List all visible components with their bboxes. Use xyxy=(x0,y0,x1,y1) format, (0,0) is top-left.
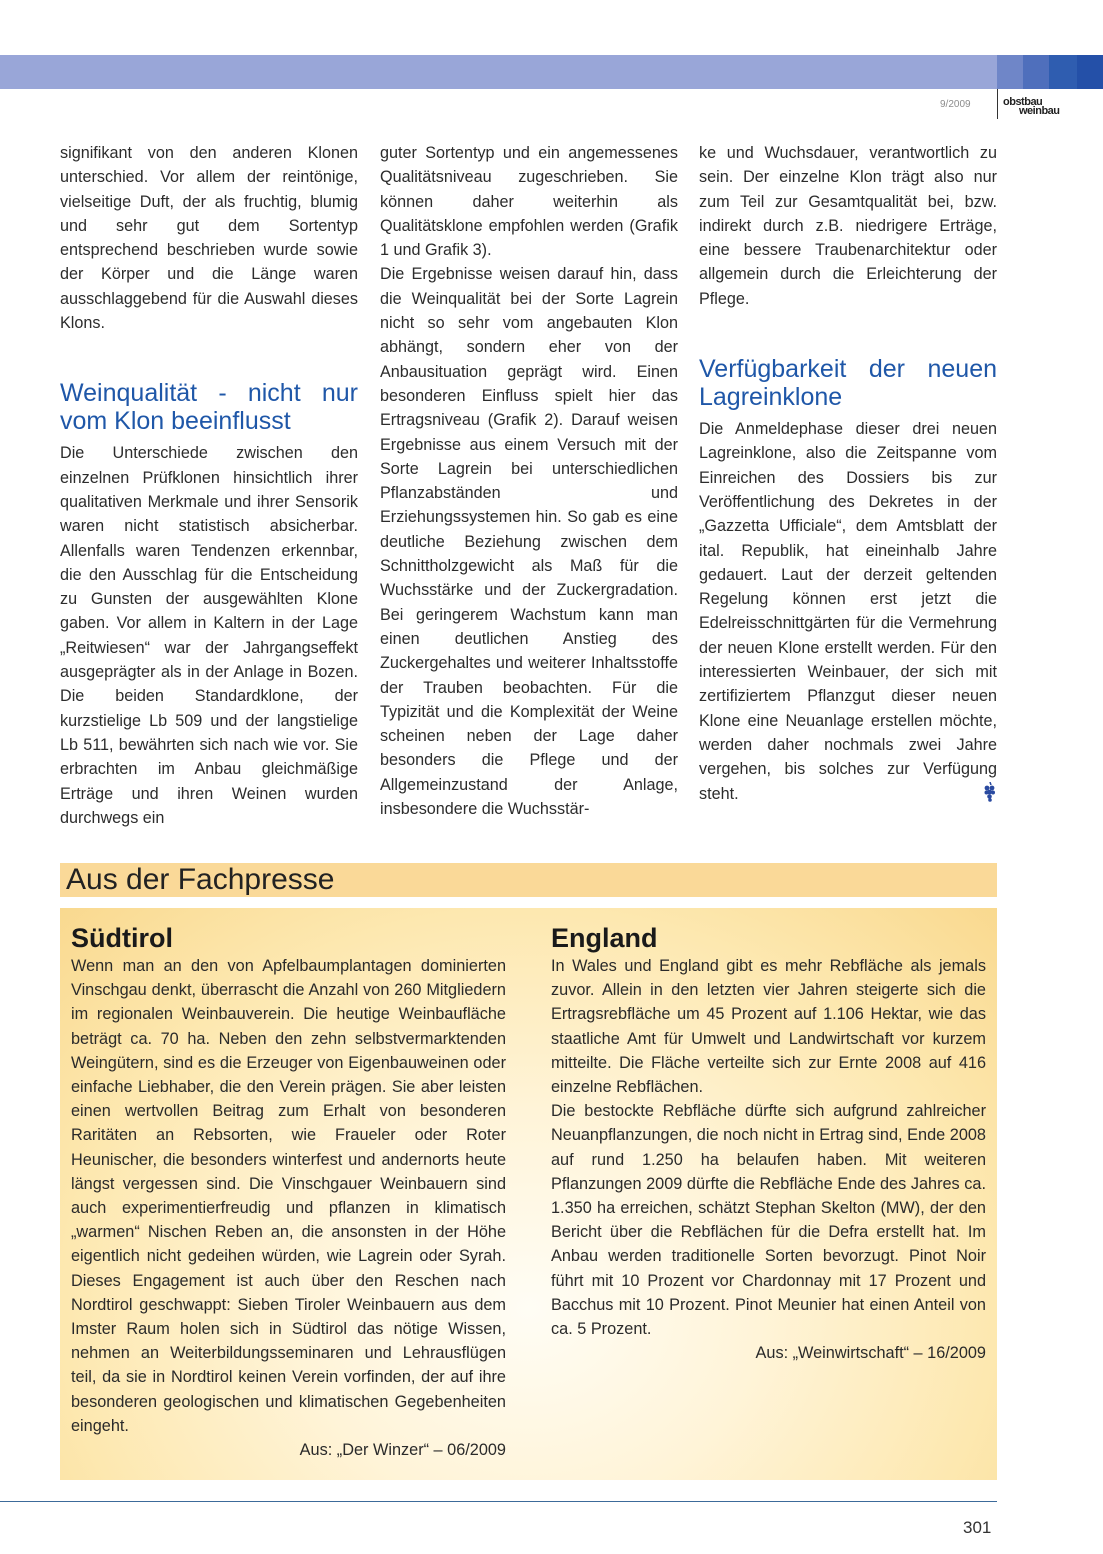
paragraph: ke und Wuchsdauer, verantwortlich zu sein. Der einzelne Klon trägt also nur zum Teil zur Gesamtqualität bei, bzw. indirekt durch z.B. niedrigere Erträge, eine bessere Traubenarchitektur oder allgemein durch die Erleichterung der Pflege. xyxy=(699,144,997,308)
color-block xyxy=(1023,55,1049,89)
england-article xyxy=(551,922,986,1365)
fachpresse-box xyxy=(60,908,997,1480)
article-column-2 xyxy=(380,141,678,821)
paragraph: guter Sortentyp und ein angemessenes Qualitätsniveau zugeschrieben. Sie können daher weiterhin als Qualitätsklone empfohlen werden (Grafik 1 und Grafik 3). xyxy=(380,144,678,260)
article-source: Aus: „Der Winzer“ – 06/2009 xyxy=(299,1441,506,1460)
fachpresse-title: Aus der Fachpresse xyxy=(66,863,335,896)
suedtirol-article xyxy=(71,922,506,1462)
header-bar xyxy=(0,55,997,89)
grape-icon xyxy=(983,782,997,810)
section-heading: Verfügbarkeit der neuen Lagreinklone xyxy=(699,355,997,412)
color-block xyxy=(1049,55,1077,89)
article-heading: Südtirol xyxy=(71,923,173,953)
paragraph-text: Die Anmeldephase dieser drei neuen Lagreinklone, also die Zeitspanne vom Einreichen des Dossiers bis zur Veröffentlichung des Dekretes in der „Gazzetta Ufficiale“, dem Amtsblatt der ital. Republik, hat eineinhalb Jahre gedauert. Laut der derzeit geltenden Regelung können erst jetzt die Edelreisschnittgärten für die Vermehrung der neuen Klone erstellt werden. Für den interessierten Weinbauer, der sich mit zertifiziertem Pflanzgut dieser neuen Klone eine Neuanlage erstellen möchte, werden daher nochmals zwei Jahre vergehen, bis solches zur Verfügung steht. xyxy=(699,420,997,803)
article-text: Die bestockte Rebfläche dürfte sich aufgrund zahlreicher Neuanpflanzungen, die noch nicht in Ertrag sind, Ende 2008 auf rund 1.250 ha belaufen haben. Mit weiteren Pflanzungen 2009 dürfte die Rebfläche Ende des Jahres ca. 1.350 ha erreichen, schätzt Stephan Skelton (MW), der den Bericht über die Rebflächen für die Defra erstellt hat. Im Anbau werden traditionelle Sorten bevorzugt. Pinot Noir führt mit 10 Prozent vor Chardonnay mit 17 Prozent und Bacchus mit 10 Prozent. Pinot Meunier hat einen Anteil von ca. 5 Prozent. xyxy=(551,1102,986,1339)
paragraph xyxy=(699,417,997,806)
logo-line-2: weinbau xyxy=(1019,105,1060,117)
color-block xyxy=(1077,55,1103,89)
section-heading: Weinqualität - nicht nur vom Klon beeinflusst xyxy=(60,379,358,436)
paragraph: Die Unterschiede zwischen den einzelnen Prüfklonen hinsichtlich ihrer qualitativen Merkmale und ihrer Sensorik waren nicht statistisch absicherbar. Allenfalls waren Tendenzen erkennbar, die den Ausschlag für die Entscheidung zu Gunsten der ausgewählten Klone gaben. Vor allem in Kaltern in der Lage „Reitwiesen“ war der Jahrgangseffekt ausgeprägter als in der Anlage in Bozen. Die beiden Standardklone, der kurzstielige Lb 509 und der langstielige Lb 511, bewährten sich nach wie vor. Sie erbrachten im Anbau gleichmäßige Erträge und ihren Weinen wurden durchwegs ein xyxy=(60,444,358,827)
footer-rule xyxy=(0,1501,997,1502)
page-number: 301 xyxy=(963,1518,992,1537)
article-text: In Wales und England gibt es mehr Rebfläche als jemals zuvor. Allein in den letzten vier Jahren steigerte sich die Ertragsrebfläche um 45 Prozent auf 1.106 Hektar, wie das staatliche Amt für Umwelt und Landwirtschaft vor kurzem mitteilte. Die Fläche verteilte sich zur Ernte 2008 auf 416 einzelne Rebflächen. xyxy=(551,957,986,1097)
logo-divider xyxy=(997,89,998,119)
logo-line-1: obstbau xyxy=(1003,96,1043,108)
paragraph: Die Ergebnisse weisen darauf hin, dass die Weinqualität bei der Sorte Lagrein nicht so sehr vom angebauten Klon abhängt, sondern eher von der Anbausituation geprägt wird. Einen besonderen Einfluss spielt hier das Ertragsniveau (Grafik 2). Darauf weisen Ergebnisse aus einem Versuch mit der Sorte Lagrein bei unterschiedlichen Pflanzabständen und Erziehungssystemen hin. So gab es eine deutliche Beziehung zwischen dem Schnittholzgewicht als Maß für die Wuchsstärke und der Zuckergradation. Bei geringerem Wachstum kann man einen deutlichen Anstieg des Zuckergehaltes und weiterer Inhaltsstoffe der Trauben beobachten. Für die Typizität und die Komplexität der Weine scheinen neben der Lage daher besonders die Pflege und der Allgemeinzustand der Anlage, insbesondere die Wuchsstär- xyxy=(380,265,678,819)
issue-number: 9/2009 xyxy=(940,99,971,110)
article-text: Wenn man an den von Apfelbaumplantagen dominierten Vinschgau denkt, überrascht die Anzahl von 260 Mitgliedern im regionalen Weinbauverein. Die heutige Weinbaufläche beträgt ca. 70 ha. Neben den zehn selbstvermarktenden Weingütern, sind es die Erzeuger von Eigenbauweinen oder einfache Liebhaber, die den Verein prägen. Sie aber leisten einen wertvollen Beitrag zum Erhalt von besonderen Raritäten an Rebsorten, wie Fraueler oder Roter Heunischer, die besonders winterfest und andernorts heute längst vergessen sind. Die Vinschgauer Weinbauern sind auch experimentierfreudig und pflanzen in klimatisch „warmen“ Nischen Reben an, die ansonsten in der Höhe eigentlich nicht gedeihen würden, wie Lagrein oder Syrah. Dieses Engagement ist auch über den Reschen nach Nordtirol geschwappt: Sieben Tiroler Weinbauern aus dem Imster Raum holen sich in Südtirol das nötige Wissen, nehmen an Weiterbildungsseminaren und Lehrausflügen teil, da sie in Nordtirol keinen Verein vorfinden, der auf ihre besonderen geologischen und klimatischen Gegebenheiten eingeht. xyxy=(71,957,506,1435)
article-column-1 xyxy=(60,141,358,830)
fachpresse-header xyxy=(60,863,997,897)
article-heading: England xyxy=(551,923,658,953)
color-block xyxy=(997,55,1023,89)
magazine-logo xyxy=(1003,98,1060,116)
header-color-blocks xyxy=(997,55,1103,89)
article-source: Aus: „Weinwirtschaft“ – 16/2009 xyxy=(755,1344,986,1363)
paragraph: signifikant von den anderen Klonen unterschied. Vor allem der reintönige, vielseitige Duft, der als fruchtig, blumig und sehr gut dem Sortentyp entsprechend beschrieben wurde sowie der Körper und die Länge waren ausschlaggebend für die Auswahl dieses Klons. xyxy=(60,144,358,333)
article-column-3 xyxy=(699,141,997,810)
